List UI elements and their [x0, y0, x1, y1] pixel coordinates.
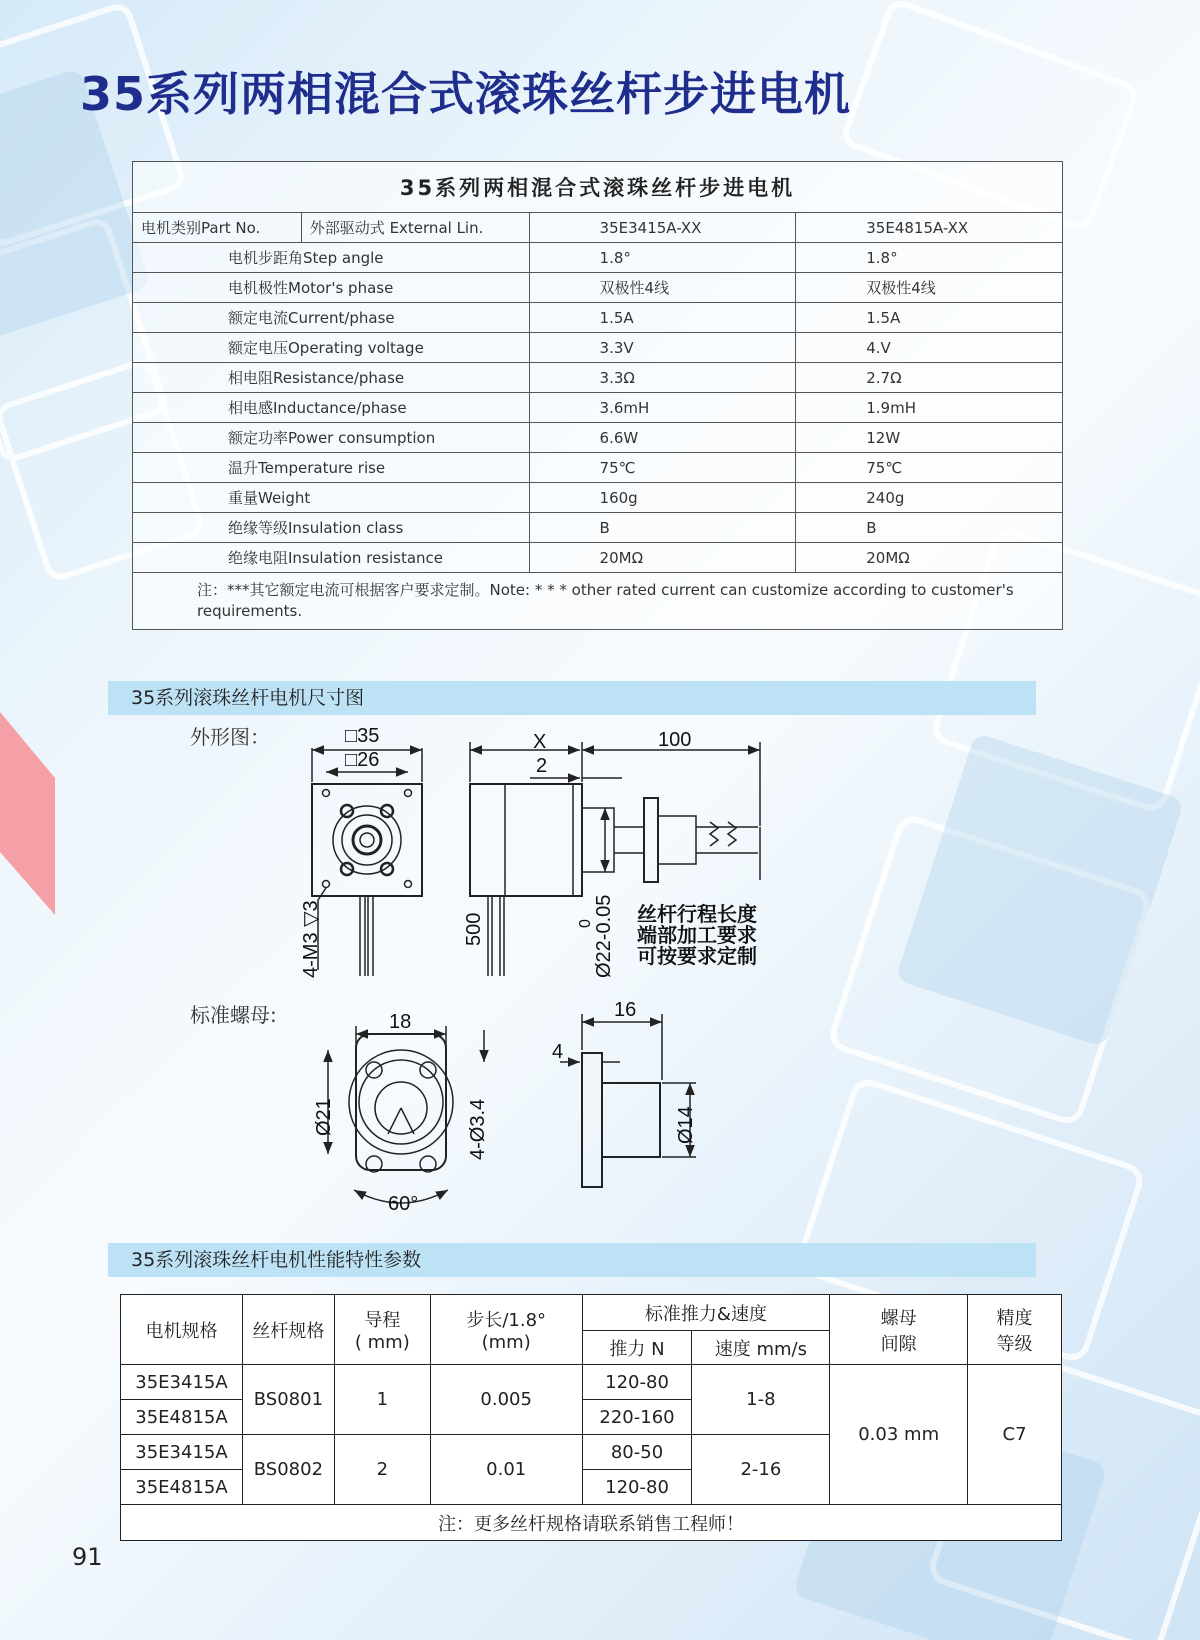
spec-label: 额定电流Current/phase	[133, 303, 530, 333]
perf-lead: 1	[334, 1365, 430, 1435]
spec-header-drive-type: 外部驱动式 External Lin.	[301, 213, 529, 243]
spec-label: 电机极性Motor's phase	[133, 273, 530, 303]
perf-screw: BS0801	[242, 1365, 334, 1435]
spec-value-a: 1.5A	[529, 303, 796, 333]
perf-grade: C7	[968, 1365, 1062, 1505]
dimension-section-title: 35系列滚珠丝杆电机尺寸图	[108, 681, 1036, 715]
spec-value-a: 20MΩ	[529, 543, 796, 573]
perf-header-step-unit: (mm)	[481, 1332, 531, 1353]
spec-value-b: 4.V	[796, 333, 1063, 363]
dim-zero: 0	[577, 919, 594, 928]
perf-motor: 35E4815A	[121, 1400, 243, 1435]
table-row	[121, 1365, 1062, 1400]
perf-thrust: 120-80	[582, 1365, 692, 1400]
spec-label: 相电感Inductance/phase	[133, 393, 530, 423]
spec-label: 重量Weight	[133, 483, 530, 513]
spec-value-a: B	[529, 513, 796, 543]
spec-label: 绝缘等级Insulation class	[133, 513, 530, 543]
dim-d14: Ø14	[675, 1106, 697, 1144]
perf-speed: 1-8	[692, 1365, 830, 1435]
dim-d34: 4-Ø3.4	[467, 1098, 489, 1160]
page-title: 35系列两相混合式滚珠丝杆步进电机	[80, 67, 852, 121]
perf-step: 0.005	[430, 1365, 582, 1435]
spec-value-a: 3.3V	[529, 333, 796, 363]
spec-header-part-no: 电机类别Part No.	[133, 213, 302, 243]
perf-motor: 35E4815A	[121, 1470, 243, 1505]
spec-value-a: 3.3Ω	[529, 363, 796, 393]
perf-thrust: 220-160	[582, 1400, 692, 1435]
perf-backlash: 0.03 mm	[830, 1365, 968, 1505]
table-row	[133, 363, 1063, 393]
perf-header-grade-2: 等级	[996, 1333, 1033, 1355]
spec-value-b: B	[796, 513, 1063, 543]
stroke-note-1: 丝杆行程长度	[637, 904, 757, 926]
perf-header-grade-1: 精度	[996, 1307, 1033, 1329]
table-row	[133, 303, 1063, 333]
dim-shaft: Ø22-0.05	[593, 894, 615, 978]
stroke-note-3: 可按要求定制	[637, 946, 757, 968]
spec-label: 电机步距角Step angle	[133, 243, 530, 273]
dim-n16: 16	[614, 999, 637, 1021]
spec-value-b: 1.5A	[796, 303, 1063, 333]
perf-motor: 35E3415A	[121, 1365, 243, 1400]
table-row	[133, 453, 1063, 483]
spec-value-b: 双极性4线	[796, 273, 1063, 303]
spec-table-caption: 35系列两相混合式滚珠丝杆步进电机	[133, 162, 1063, 213]
dim-n4: 4	[552, 1041, 564, 1063]
spec-value-a: 160g	[529, 483, 796, 513]
performance-table	[120, 1294, 1062, 1541]
spec-value-b: 2.7Ω	[796, 363, 1063, 393]
dim-x: X	[533, 731, 547, 753]
perf-lead: 2	[334, 1435, 430, 1505]
spec-header-model-a: 35E3415A-XX	[529, 213, 796, 243]
spec-value-a: 6.6W	[529, 423, 796, 453]
spec-table	[132, 161, 1063, 630]
perf-header-motor: 电机规格	[121, 1295, 243, 1365]
table-row	[133, 543, 1063, 573]
spec-label: 绝缘电阻Insulation resistance	[133, 543, 530, 573]
spec-value-a: 1.8°	[529, 243, 796, 273]
perf-header-grade	[968, 1295, 1062, 1365]
spec-value-b: 1.9mH	[796, 393, 1063, 423]
perf-header-thrust: 推力 N	[582, 1331, 692, 1365]
perf-header-backlash-2: 间隙	[880, 1333, 917, 1355]
spec-value-b: 240g	[796, 483, 1063, 513]
perf-screw: BS0802	[242, 1435, 334, 1505]
spec-header-row	[133, 213, 1063, 243]
spec-note: 注：***其它额定电流可根据客户要求定制。Note: * * * other rated current can customize according to customer's requirements.	[133, 573, 1063, 630]
spec-header-model-b: 35E4815A-XX	[796, 213, 1063, 243]
perf-note: 注：更多丝杆规格请联系销售工程师！	[121, 1505, 1062, 1541]
table-row	[133, 483, 1063, 513]
spec-value-b: 20MΩ	[796, 543, 1063, 573]
table-row	[133, 243, 1063, 273]
perf-step: 0.01	[430, 1435, 582, 1505]
performance-section-title: 35系列滚珠丝杆电机性能特性参数	[108, 1243, 1036, 1277]
perf-motor: 35E3415A	[121, 1435, 243, 1470]
table-row	[133, 333, 1063, 363]
dim-five-hundred: 500	[463, 912, 485, 946]
dim-sq35: □35	[345, 725, 380, 747]
stroke-note-2: 端部加工要求	[637, 925, 757, 947]
dim-hundred: 100	[658, 729, 692, 751]
spec-value-a: 双极性4线	[529, 273, 796, 303]
dim-m3: 4-M3 ▽3	[300, 900, 322, 978]
perf-header-step	[430, 1295, 582, 1365]
perf-header-backlash	[830, 1295, 968, 1365]
spec-value-b: 1.8°	[796, 243, 1063, 273]
perf-header-thrust-speed: 标准推力&速度	[582, 1295, 830, 1331]
perf-header-step-title: 步长/1.8°	[466, 1310, 547, 1331]
perf-header-backlash-1: 螺母	[880, 1307, 917, 1329]
outline-label: 外形图：	[190, 725, 270, 749]
perf-thrust: 120-80	[582, 1470, 692, 1505]
perf-speed: 2-16	[692, 1435, 830, 1505]
dim-sq26: □26	[345, 749, 380, 771]
perf-thrust: 80-50	[582, 1435, 692, 1470]
nut-label: 标准螺母:	[190, 1003, 277, 1027]
nut-side-view	[560, 1014, 696, 1187]
nut-front-view	[328, 1026, 484, 1203]
spec-value-b: 12W	[796, 423, 1063, 453]
perf-header-lead-title: 导程	[364, 1310, 401, 1331]
motor-front-view	[312, 748, 422, 976]
table-row	[133, 273, 1063, 303]
perf-header-screw: 丝杆规格	[242, 1295, 334, 1365]
spec-label: 温升Temperature rise	[133, 453, 530, 483]
motor-side-view	[470, 742, 760, 976]
dim-d21: Ø21	[313, 1098, 335, 1136]
dim-n18: 18	[389, 1011, 412, 1033]
perf-header-lead-unit: ( mm)	[354, 1332, 410, 1353]
spec-label: 相电阻Resistance/phase	[133, 363, 530, 393]
perf-header-lead	[334, 1295, 430, 1365]
spec-value-a: 75℃	[529, 453, 796, 483]
page-number: 91	[72, 1543, 103, 1571]
perf-header-speed: 速度 mm/s	[692, 1331, 830, 1365]
spec-label: 额定功率Power consumption	[133, 423, 530, 453]
dim-two: 2	[536, 755, 548, 777]
spec-value-b: 75℃	[796, 453, 1063, 483]
spec-value-a: 3.6mH	[529, 393, 796, 423]
spec-label: 额定电压Operating voltage	[133, 333, 530, 363]
table-row	[133, 513, 1063, 543]
dim-a60: 60°	[388, 1193, 419, 1215]
table-row	[133, 423, 1063, 453]
accent-shape	[0, 712, 55, 915]
table-row	[133, 393, 1063, 423]
